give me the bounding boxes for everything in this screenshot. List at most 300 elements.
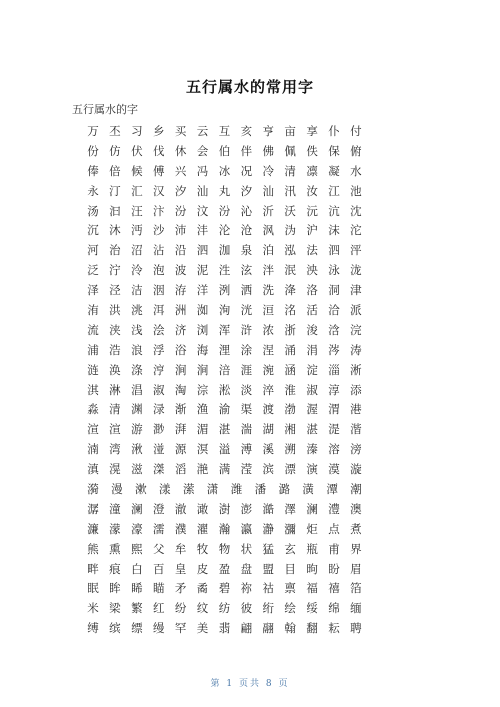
character-cell: 倍 [109,163,121,178]
character-cell: 澄 [152,501,165,516]
character-cell: 源 [174,442,187,457]
character-row [86,261,363,281]
character-cell: 熏 [109,541,121,556]
character-cell: 沅 [306,203,318,218]
character-cell: 洞 [328,283,340,298]
character-cell: 福 [306,581,318,596]
character-cell: 渌 [152,402,165,417]
character-cell: 浣 [350,322,362,337]
character-cell: 沨 [262,223,274,238]
character-row [86,122,363,142]
character-cell: 泱 [306,263,318,278]
character-cell: 熙 [131,541,143,556]
character-cell: 俸 [87,163,99,178]
character-cell: 翮 [262,621,274,636]
character-cell: 淑 [306,382,318,397]
character-cell: 涟 [87,362,99,377]
character-cell: 清 [109,402,121,417]
character-row [86,381,363,401]
character-cell: 白 [131,561,143,576]
character-cell: 纹 [196,601,209,616]
character-row [86,221,363,241]
character-cell: 冰 [218,163,231,178]
character-row [86,460,363,480]
character-cell: 滢 [240,462,253,477]
character-cell: 泗 [196,243,209,258]
character-cell: 彼 [240,601,253,616]
character-cell: 梁 [109,601,121,616]
character-cell: 浛 [328,322,340,337]
character-cell: 渲 [87,422,99,437]
character-cell: 汩 [109,203,121,218]
character-cell: 浍 [152,322,165,337]
character-cell: 泠 [131,263,143,278]
character-cell: 澍 [218,501,231,516]
character-cell: 涌 [284,342,296,357]
character-cell: 皮 [196,561,209,576]
character-cell: 牟 [174,541,187,556]
character-cell: 淋 [109,382,121,397]
character-cell: 伐 [152,143,165,158]
character-cell: 祢 [240,581,253,596]
character-cell: 休 [174,143,187,158]
character-row [86,162,363,182]
character-cell: 渡 [262,402,274,417]
character-cell: 佚 [306,143,318,158]
character-cell: 父 [152,541,165,556]
character-cell: 丸 [218,183,231,198]
character-cell: 湍 [240,422,253,437]
character-cell: 汐 [240,183,253,198]
character-cell: 湳 [87,442,99,457]
character-cell: 付 [350,124,362,138]
character-cell: 清 [284,163,296,178]
character-cell: 皇 [174,561,187,576]
character-cell: 汛 [284,183,296,198]
character-cell: 沛 [174,223,187,238]
character-cell: 洚 [284,283,296,298]
character-row [86,440,363,460]
character-cell: 汕 [262,183,274,198]
character-cell: 渐 [174,402,187,417]
character-cell: 游 [131,422,143,437]
character-cell: 伴 [240,143,253,158]
character-cell: 凝 [328,163,340,178]
character-cell: 缤 [109,621,121,636]
character-cell: 泛 [87,263,99,278]
character-cell: 佛 [262,143,274,158]
character-cell: 湛 [306,422,318,437]
character-cell: 缥 [131,621,143,636]
character-cell: 滂 [350,442,362,457]
character-cell: 候 [131,163,143,178]
character-cell: 池 [350,183,362,198]
character-cell: 洺 [284,303,296,318]
character-row [86,301,363,321]
character-cell: 涔 [328,342,340,357]
character-row [86,480,363,500]
character-cell: 翡 [218,621,231,636]
character-cell: 滟 [196,462,209,477]
character-row [86,361,363,381]
character-cell: 百 [152,561,165,576]
character-cell: 泮 [262,263,274,278]
character-cell: 绗 [262,601,274,616]
character-cell: 仿 [109,143,121,158]
character-cell: 溟 [196,442,209,457]
character-cell: 洛 [306,283,318,298]
character-cell: 乡 [152,124,165,138]
character-cell: 渤 [284,402,296,417]
character-cell: 万 [87,124,99,138]
character-cell: 况 [240,163,253,178]
character-cell: 浦 [87,342,99,357]
character-cell: 汾 [174,203,187,218]
character-cell: 瀛 [240,521,253,536]
character-cell: 洹 [262,303,274,318]
character-cell: 罕 [174,621,187,636]
character-cell: 水 [350,163,362,178]
character-cell: 玄 [284,541,296,556]
character-cell: 红 [152,601,165,616]
character-cell: 沈 [350,203,362,218]
character-cell: 津 [350,283,362,298]
character-cell: 猛 [262,541,274,556]
character-cell: 泊 [262,243,274,258]
character-cell: 瀞 [262,521,274,536]
character-cell: 冷 [262,163,274,178]
character-cell: 沦 [218,223,231,238]
character-cell: 湫 [131,442,143,457]
character-cell: 沙 [152,223,165,238]
character-cell: 汴 [152,203,165,218]
character-cell: 佩 [284,143,296,158]
character-cell: 泡 [152,263,165,278]
character-cell: 亥 [240,124,253,138]
character-cell: 云 [196,124,209,138]
character-cell: 盘 [240,561,253,576]
character-cell: 洪 [109,303,121,318]
character-cell: 汕 [196,183,209,198]
character-cell: 涪 [218,362,231,377]
character-cell: 涧 [196,362,209,377]
character-cell: 沿 [174,243,187,258]
character-cell: 溪 [262,442,274,457]
character-cell: 淄 [328,362,340,377]
character-row [86,142,363,162]
character-cell: 洮 [131,303,143,318]
character-cell: 浏 [196,322,209,337]
character-cell: 濂 [87,521,99,536]
character-cell: 淬 [262,382,274,397]
character-cell: 漪 [87,482,99,497]
character-cell: 享 [306,124,318,138]
character-cell: 濯 [196,521,209,536]
character-cell: 畔 [87,561,99,576]
character-cell: 矞 [196,581,209,596]
character-cell: 濡 [152,521,165,536]
character-cell: 洊 [174,283,187,298]
character-cell: 瓶 [306,541,318,556]
character-cell: 滨 [262,462,274,477]
character-cell: 眉 [350,561,362,576]
character-cell: 沣 [196,223,209,238]
character-cell: 涧 [174,362,187,377]
character-cell: 盼 [328,561,340,576]
character-cell: 瞄 [152,581,165,596]
character-row [86,619,363,639]
character-cell: 淼 [87,402,99,417]
character-cell: 绘 [284,601,296,616]
character-cell: 煮 [350,521,362,536]
character-cell: 洱 [152,303,165,318]
character-cell: 盟 [262,561,274,576]
character-cell: 浴 [174,342,187,357]
character-cell: 界 [350,541,362,556]
character-cell: 潺 [87,501,99,516]
character-cell: 漂 [284,462,296,477]
character-cell: 汤 [87,203,99,218]
section-subtitle: 五行属水的字 [72,103,138,116]
character-cell: 淡 [240,382,253,397]
character-cell: 亩 [284,124,296,138]
character-row [86,321,363,341]
character-cell: 瀰 [284,521,296,536]
character-cell: 滋 [131,462,143,477]
character-cell: 永 [87,183,99,198]
page-title: 五行属水的常用字 [185,78,314,96]
character-cell: 潍 [230,482,243,497]
character-cell: 潇 [206,482,219,497]
character-cell: 洲 [174,303,187,318]
character-cell: 状 [240,541,253,556]
character-cell: 汐 [174,183,187,198]
character-cell: 淀 [306,362,318,377]
character-cell: 涂 [240,342,253,357]
character-cell: 渭 [328,402,340,417]
character-cell: 翩 [240,621,253,636]
character-cell: 汪 [131,203,143,218]
character-cell: 波 [174,263,187,278]
character-cell: 泽 [87,283,99,298]
character-cell: 澜 [306,501,318,516]
character-cell: 繁 [131,601,143,616]
character-cell: 泩 [218,263,231,278]
character-cell: 浅 [131,322,143,337]
character-cell: 溯 [284,442,296,457]
character-cell: 泞 [109,263,121,278]
character-cell: 潞 [278,482,290,497]
character-cell: 点 [328,521,340,536]
character-cell: 滐 [152,462,165,477]
character-cell: 浬 [218,342,231,357]
character-cell: 耘 [328,621,340,636]
character-cell: 洵 [218,303,231,318]
character-cell: 漩 [350,462,362,477]
character-cell: 缚 [87,621,99,636]
character-cell: 物 [218,541,231,556]
character-cell: 泙 [350,243,362,258]
character-cell: 泉 [240,243,253,258]
character-cell: 涛 [350,342,362,357]
character-cell: 凛 [306,163,318,178]
character-cell: 份 [87,143,99,158]
character-cell: 澎 [240,501,253,516]
character-cell: 潼 [109,501,121,516]
character-cell: 涣 [109,362,121,377]
character-cell: 澔 [262,501,274,516]
character-cell: 沐 [109,223,121,238]
character-cell: 习 [131,124,143,138]
character-grid [86,122,363,639]
character-cell: 沃 [284,203,296,218]
character-cell: 缦 [152,621,165,636]
character-cell: 滇 [87,462,99,477]
character-cell: 美 [196,621,209,636]
character-cell: 纷 [174,601,187,616]
character-cell: 盈 [218,561,231,576]
character-cell: 亨 [262,124,274,138]
character-cell: 淮 [284,382,296,397]
character-cell: 浑 [218,322,231,337]
character-cell: 洇 [152,283,165,298]
character-cell: 淘 [174,382,187,397]
character-cell: 澳 [350,501,362,516]
character-row [86,500,363,520]
character-cell: 互 [218,124,231,138]
character-cell: 俯 [350,143,362,158]
character-cell: 濠 [131,521,143,536]
character-cell: 沉 [87,223,99,238]
character-cell: 澜 [131,501,143,516]
character-cell: 泷 [350,263,362,278]
character-cell: 绵 [328,601,340,616]
character-cell: 沧 [240,223,253,238]
character-cell: 纺 [218,601,231,616]
character-cell: 浒 [240,322,253,337]
character-cell: 潮 [350,482,362,497]
character-cell: 淳 [328,382,340,397]
character-cell: 淐 [131,382,143,397]
character-cell: 翰 [284,621,296,636]
character-cell: 洽 [328,303,340,318]
character-cell: 湃 [174,422,187,437]
character-cell: 汇 [131,183,143,198]
character-cell: 痕 [109,561,121,576]
character-cell: 沆 [328,203,340,218]
page-number: 第 1 页共 8 页 [210,679,290,689]
character-cell: 沩 [284,223,296,238]
character-cell: 丕 [109,124,121,138]
character-cell: 湛 [218,422,231,437]
character-cell: 冯 [196,163,209,178]
character-cell: 漠 [328,462,340,477]
character-cell: 伯 [218,143,231,158]
character-cell: 湴 [152,442,165,457]
character-cell: 流 [87,322,99,337]
character-cell: 禧 [328,581,340,596]
character-cell: 溥 [240,442,253,457]
character-cell: 洸 [240,303,253,318]
character-cell: 伏 [131,143,143,158]
character-cell: 禀 [284,581,296,596]
character-cell: 牧 [196,541,209,556]
character-cell: 淑 [152,382,165,397]
character-cell: 濮 [174,521,187,536]
character-cell: 箔 [350,581,362,596]
character-cell: 湝 [350,422,362,437]
character-cell: 沱 [350,223,362,238]
character-row [86,599,363,619]
character-cell: 浃 [109,322,121,337]
character-cell: 淞 [218,382,231,397]
character-cell: 沾 [152,243,165,258]
character-cell: 澧 [328,501,340,516]
character-cell: 汶 [196,203,209,218]
character-cell: 河 [87,243,99,258]
character-row [86,241,363,261]
character-cell: 睎 [131,581,143,596]
character-cell: 绥 [306,601,318,616]
character-cell: 泓 [284,243,296,258]
character-cell: 炬 [306,521,318,536]
character-cell: 派 [350,303,362,318]
character-cell: 淙 [196,382,209,397]
character-cell: 涯 [240,362,253,377]
character-cell: 淇 [87,382,99,397]
character-cell: 汀 [109,183,121,198]
character-cell: 涥 [152,362,165,377]
character-cell: 翻 [306,621,318,636]
character-cell: 祜 [262,581,274,596]
character-cell: 泇 [218,243,231,258]
character-cell: 湘 [284,422,296,437]
character-cell: 浩 [109,342,121,357]
character-cell: 满 [218,462,231,477]
character-cell: 江 [328,183,340,198]
character-cell: 澤 [284,501,296,516]
character-cell: 泗 [328,243,340,258]
character-cell: 买 [174,124,187,138]
character-cell: 港 [350,402,362,417]
character-cell: 海 [196,342,209,357]
character-row [86,540,363,560]
character-row [86,281,363,301]
character-cell: 潆 [182,482,195,497]
character-cell: 甫 [328,541,340,556]
character-cell: 潢 [302,482,314,497]
character-cell: 渺 [152,422,165,437]
character-cell: 矛 [174,581,187,596]
character-cell: 眠 [87,581,99,596]
character-row [86,520,363,540]
character-cell: 濛 [109,521,121,536]
character-cell: 潘 [254,482,267,497]
character-cell: 湜 [328,422,340,437]
character-cell: 渝 [218,402,231,417]
character-cell: 沫 [328,223,340,238]
character-cell: 洒 [240,283,253,298]
character-row [86,560,363,580]
character-row [86,579,363,599]
character-row [86,341,363,361]
character-cell: 兴 [174,163,187,178]
character-cell: 熊 [87,541,99,556]
character-cell: 目 [284,561,296,576]
character-cell: 傅 [152,163,165,178]
character-cell: 滔 [174,462,187,477]
character-cell: 漱 [135,482,147,497]
